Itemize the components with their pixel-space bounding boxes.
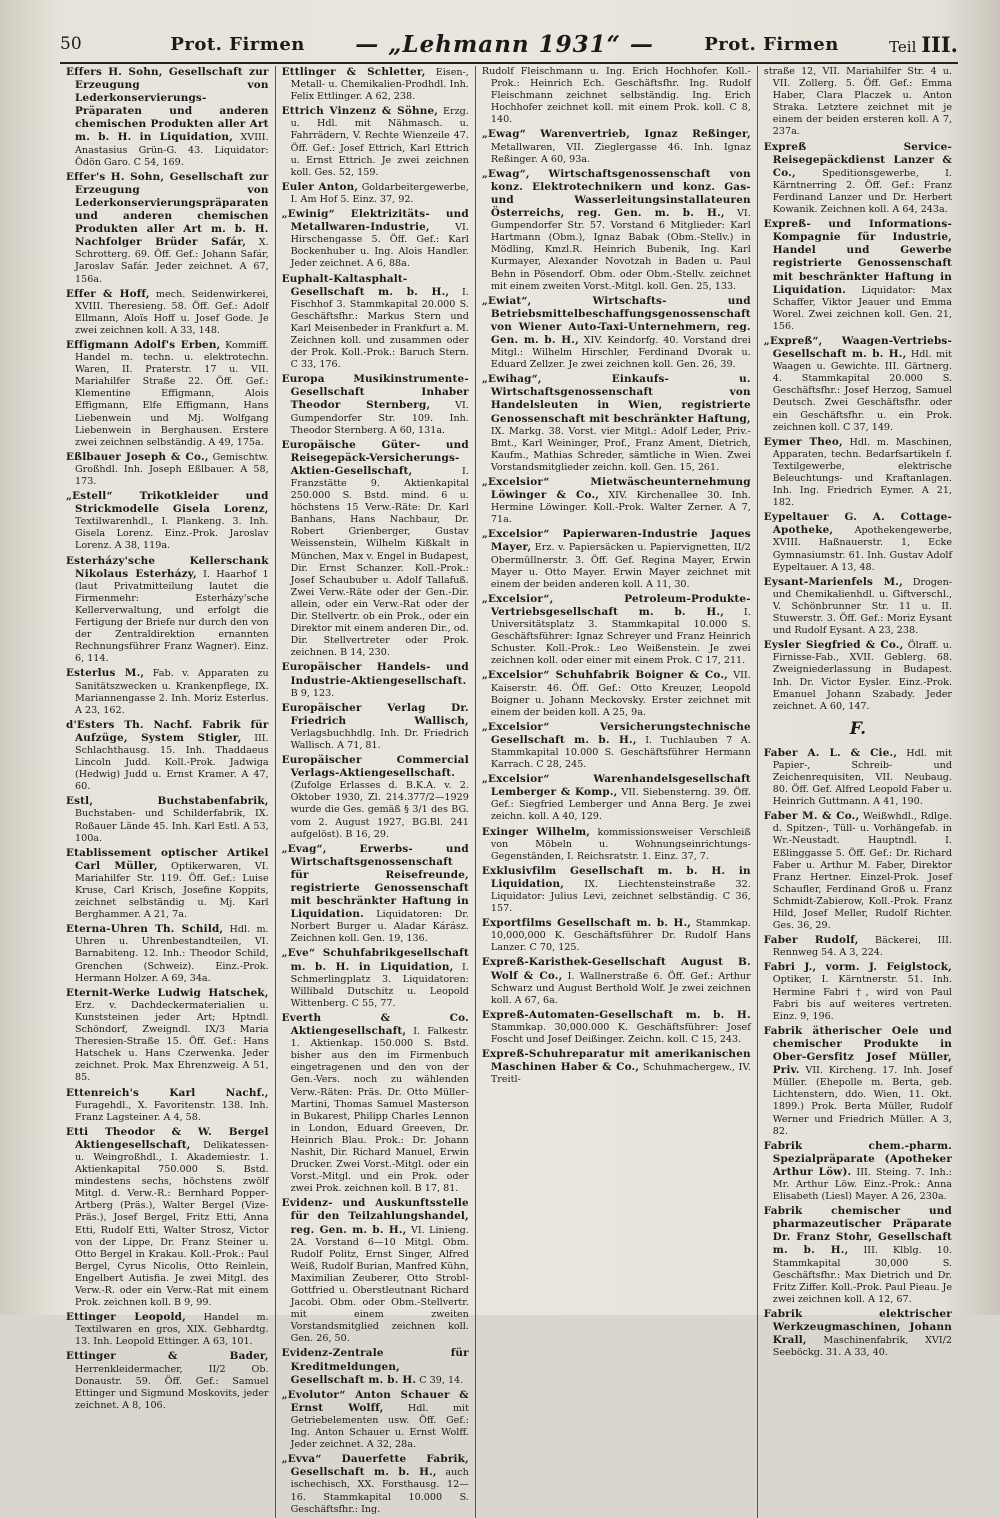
firm-name: Faber Rudolf, bbox=[763, 934, 859, 947]
firm-details: Liquidator: Max Schaffer, Viktor Jeauer und Emma Worel. Zwei zeichnen koll. Gen. 21, 156. bbox=[772, 284, 952, 332]
firm-entry bbox=[764, 335, 952, 434]
firm-entry bbox=[482, 1009, 751, 1046]
firm-name: „Eve“ Schuhfabrikgesellschaft m. b. H. in Liquidation, bbox=[281, 947, 469, 973]
firm-details: Fab. v. Apparaten zu Sanitätszwecken u. Krankenpflege, IX. Mariannengasse 2. Inh. Moriz Esterlus. A 23, 162. bbox=[75, 668, 269, 716]
firm-entry bbox=[482, 128, 751, 165]
firm-details: IX. Markg. 38. Vorst. vier Mitgl.: Adolf Leder, Priv.-Bmt., Karl Weininger, Prof., Franz Ament, Dietrich, Kaufm., Mathias Schreder, sämtliche in Wien. Zwei Vorstandsmitglieder zeichn. koll. Gen. 15, 261. bbox=[490, 425, 751, 473]
firm-entry bbox=[282, 208, 469, 270]
firm-details: Erz. v. Papiersäcken u. Papiervignetten, II/2 Obermüllnerstr. 3. Öff. Gef. Regina Mayer, Erwin Mayer u. Otto Mayer. Erwin Mayer zeichnet mit einem der beiden anderen koll. A 11, 30. bbox=[490, 542, 751, 590]
firm-entry bbox=[764, 934, 952, 959]
firm-details: Hdl. mit Getriebelementen usw. Öff. Gef.: Ing. Anton Schauer u. Ernst Wolff. Jeder zeichnet. A 32, 28a. bbox=[290, 1402, 469, 1451]
header-part bbox=[889, 32, 958, 57]
firm-entry bbox=[764, 961, 952, 1022]
firm-name: „Expreß“, Waagen-Vertriebs-Gesellschaft m. b. H., bbox=[763, 334, 952, 361]
firm-name: „Excelsior“ Warenhandelsgesellschaft Lemberger & Komp., bbox=[481, 773, 751, 799]
columns bbox=[60, 66, 958, 1515]
header-title: — „Lehmann 1931“ — bbox=[355, 30, 654, 58]
firm-name: Estl, Buchstabenfabrik, bbox=[66, 795, 269, 808]
firm-name: Exportfilms Gesellschaft m. b. H., bbox=[481, 917, 692, 930]
firm-details: VII. Siebensterng. 39. Öff. Gef.: Siegfried Lemberger und Anna Berg. Je zwei zeichn. koll. A 40, 129. bbox=[490, 787, 751, 823]
firm-details: Apothekengewerbe, XVIII. Haßnauerstr. 1, Ecke Gymnasiumstr. 61. Inh. Gustav Adolf Eypeltauer. A 13, 48. bbox=[772, 525, 952, 573]
column-3 bbox=[476, 66, 758, 1518]
firm-entry bbox=[66, 667, 269, 716]
firm-details: straße 12, VII. Mariahilfer Str. 4 u. VII. Zollerg. 5. Öff. Gef.: Emma Haber, Clara Placzek u. Anton Straka. Letztere zeichnet mit je einem der beiden ersteren koll. A 7, 237a. bbox=[763, 66, 952, 138]
firm-entry bbox=[482, 917, 751, 954]
firm-entry bbox=[66, 288, 269, 337]
firm-details: Textilwarenhdl., I. Plankeng. 3. Inh. Gisela Lorenz. Einz.-Prok. Jaroslav Lorenz. A 38, 119a. bbox=[75, 516, 269, 552]
firm-details: Optikerwaren, VI. Mariahilfer Str. 119. Öff. Gef.: Luise Kruse, Carl Krisch, Josefine Koppits, zeichnet selbständig u. Mj. Karl Berghammer. A 21, 7a. bbox=[75, 860, 269, 921]
firm-entry bbox=[764, 576, 952, 637]
firm-name: Ettenreich's Karl Nachf., bbox=[66, 1086, 269, 1099]
firm-details: Drogen- und Chemikalienhdl. u. Giftverschl., V. Schönbrunner Str. 11 u. II. Stuwerstr. 3. Öff. Gef.: Moriz Eysant und Rudolf Eysant. A 23, 238. bbox=[772, 576, 952, 637]
firm-name: „Evva“ Dauerfette Fabrik, Gesellschaft m. b. H., bbox=[281, 1453, 469, 1479]
firm-name: Evidenz- und Auskunftsstelle für den Teilzahlungshandel, reg. Gen. m. b. H., bbox=[281, 1197, 469, 1236]
firm-entry bbox=[482, 865, 751, 915]
firm-entry bbox=[764, 218, 952, 333]
firm-name: Expreß- und Informations-Kompagnie für Industrie, Handel und Gewerbe registrierte Genossenschaft mit beschränkter Haftung in Liquidation. bbox=[763, 218, 952, 296]
column-1 bbox=[60, 66, 276, 1518]
header-rule bbox=[60, 62, 958, 64]
firm-name: Ettlinger & Schletter, bbox=[281, 66, 426, 78]
firm-details: Weißwhdl., Rdlge. d. Spitzen-, Tüll- u. Vorhängefab. in Wr.-Neustadt. Hauptndl. I. Eßlinggasse 5. Öff. Gef.: Dr. Richard Faber u. Arthur M. Faber, Direktor Franz Hertner. Einzel-Prok. Josef Schaufler, Ferdinand Groß u. Franz Schmidt-Zabierow, Koll.-Prok. Franz Hild, Josef Meller, Rudolf Richter. Ges. 36, 29. bbox=[772, 811, 952, 932]
column-4 bbox=[758, 66, 958, 1518]
firm-details: Stammkap. 30,000.000 K. Geschäftsführer: Josef Foscht und Josef Deißinger. Zeichn. koll. C 15, 243. bbox=[490, 1021, 751, 1046]
page-header bbox=[60, 26, 958, 62]
firm-details: Herrenkleidermacher, II/2 Ob. Donaustr. 59. Öff. Gef.: Samuel Ettinger und Sigmund Moskovits, jeder zeichnet. A 8, 106. bbox=[75, 1363, 269, 1411]
firm-details: I. Falkestr. 1. Aktienkap. 150.000 S. Bstd. bisher aus den im Firmenbuch eingetragenen und den von der Gen.-Vers. noch zu wählenden Verw.-Räten: Präs. Dr. Otto Müller-Martini, Thomas Samuel Masterson in Bukarest, Philipp Charles Lennon in London, Eduard Greeven, Dr. Heinrich Blau. Prok.: Dr. Johann Nashit, Dir. Richard Manuel, Erwin Drucker. Zwei Vorst.-Mitgl. oder ein Vorst.-Mitgl. und ein Prok. oder zwei Prok. zeichnen koll. B 17, 81. bbox=[290, 1026, 469, 1195]
firm-entry bbox=[282, 105, 469, 179]
firm-details: III. Klblg. 10. Stammkapital 30,000 S. Geschäftsfhr.: Max Dietrich und Dr. Fritz Ziffer. Koll.-Prok. Paul Pieau. Je zwei zeichnen koll. A 12, 67. bbox=[772, 1245, 952, 1305]
firm-details: Hdl. mit Waagen u. Gewichte. III. Gärtnerg. 4. Stammkapital 20.000 S. Geschäftsfhr.: Josef Herzog, Samuel Deutsch. Zwei Geschäftsfhr. oder ein Geschäftsfhr. u. ein Prok. zeichnen koll. C 37, 149. bbox=[772, 349, 952, 433]
firm-details: Hdl. m. Maschinen, Apparaten, techn. Bedarfsartikeln f. Textilgewerbe, elektrische Beleuchtungs- und Kraftanlagen. Inh. Ing. Friedrich Eymer. A 21, 182. bbox=[772, 436, 952, 509]
firm-name: „Excelsior“ Papierwaren-Industrie Jaques Mayer, bbox=[481, 528, 751, 554]
firm-entry bbox=[282, 947, 469, 1009]
firm-details: XIV. Keindorfg. 40. Vorstand drei Mitgl.: Wilhelm Hirschler, Ferdinand Dvorak u. Eduard Zellzer. Je zwei zeichnen koll. Gen. 26, 39. bbox=[490, 334, 751, 371]
firm-entry bbox=[482, 826, 751, 863]
firm-name: d'Esters Th. Nachf. Fabrik für Aufzüge, System Stigler, bbox=[66, 718, 269, 744]
firm-entry bbox=[482, 295, 751, 372]
firm-details: kommissionsweiser Verschleiß von Möbeln u. Wohnungseinrichtungs-Gegenständen, I. Reichsratstr. 1. Einz. 37, 7. bbox=[490, 826, 751, 862]
firm-name: „Excelsior“ Mietwäscheunternehmung Löwinger & Co., bbox=[481, 476, 751, 502]
firm-details: Eisen-, Metall- u. Chemikalien-Prodhdl. Inh. Felix Ettlinger. A 62, 238. bbox=[290, 67, 469, 103]
firm-details: Delikatessen- u. Weingroßhdl., I. Akademiestr. 1. Aktienkapital 750.000 S. Bstd. mindestens sechs, höchstens zwölf Mitgl. d. Verw.-R.: Bernhard Popper-Artberg (Präs.), Walter Bergel (Vize-Präs.), Josef Bergel, Fritz Etti, Anna Etti, Rudolf Etti, Walter Strosz, Victor von der Lippe, Dr. Franz Steiner u. Otto Bergel in Krakau. Koll.-Prok.: Paul Bergel, Cyrus Nicolis, Otto Reinlein, Engelbert Autisfia. Je zwei Mitgl. des Verw.-R. oder ein Verw.-Rat mit einem Prok. zeichnen koll. B 9, 99. bbox=[75, 1139, 269, 1309]
firm-entry bbox=[764, 1025, 952, 1138]
firm-details: VI. Linieng. 2A. Vorstand 6—10 Mitgl. Obm. Rudolf Politz, Ernst Singer, Alfred Weiß, Rudolf Burian, Manfred Kühn, Maximilian Zeuberer, Otto Strobl-Gottfried u. Oberstleutnant Richard Jacobi. Obm. oder Obm.-Stellvertr. mit einem zweiten Vorstandsmitglied zeichnen koll. Gen. 26, 50. bbox=[290, 1224, 469, 1345]
firm-details: Kommiff. Handel m. techn. u. elektrotechn. Waren, II. Praterstr. 17 u. VII. Mariahilfer Straße 22. Öff. Gef.: Klementine Effigmann, Alois Effigmann, Elfe Effigmann, Hans Liebenwein und Mj. Wolfgang Liebenwein in Berghausen. Erstere zwei zeichnen selbständig. A 49, 175a. bbox=[75, 339, 269, 448]
firm-details: Ölraff. u. Firnisse-Fab., XVII. Geblerg. 68. Zweigniederlassung in Budapest. Inh. Dr. Victor Eysler. Einz.-Prok. Emanuel Johann Szabady. Jeder zeichnet. A 60, 147. bbox=[772, 640, 952, 712]
firm-name: Esterházy'sche Kellerschank Nikolaus Esterházy, bbox=[66, 554, 269, 580]
firm-entry bbox=[282, 1453, 469, 1515]
firm-name: Ettinger & Bader, bbox=[66, 1350, 269, 1363]
firm-entry bbox=[66, 339, 269, 449]
page-number: 50 bbox=[60, 34, 82, 54]
firm-name: Eysant-Marienfels M., bbox=[763, 575, 903, 588]
firm-entry bbox=[282, 661, 469, 699]
firm-details: VI. Hirschengasse 5. Öff. Gef.: Karl Bockenhuber u. Ing. Alois Handler. Jeder zeichnet. A 6, 88a. bbox=[290, 222, 469, 270]
firm-entry bbox=[66, 555, 269, 666]
firm-details: Stammkap. 10,000,000 K. Geschäftsführer Dr. Rudolf Hans Lanzer. C 70, 125. bbox=[490, 918, 751, 954]
firm-name: Europäischer Verlag Dr. Friedrich Wallisch, bbox=[281, 701, 469, 727]
firm-name: Fabrik elektrischer Werkzeugmaschinen, Johann Krall, bbox=[763, 1307, 952, 1347]
firm-details: Handel m. Textilwaren en gros, XIX. Gebhardtg. 13. Inh. Leopold Ettinger. A 63, 101. bbox=[75, 1312, 269, 1348]
firm-entry bbox=[282, 181, 469, 206]
firm-entry bbox=[764, 511, 952, 573]
firm-name: Expreß-Karisthek-Gesellschaft August B. Wolf & Co., bbox=[481, 956, 751, 982]
firm-details: I. Wallnerstraße 6. Öff. Gef.: Arthur Schwarz und August Berthold Wolf. Je zwei zeichnen koll. A 67, 6a. bbox=[490, 970, 751, 1006]
firm-entry bbox=[482, 593, 751, 668]
firm-entry bbox=[282, 843, 469, 946]
firm-entry bbox=[282, 439, 469, 660]
firm-details: Hdl. m. Uhren u. Uhrenbestandteilen, VI. Barnabiteng. 12. Inh.: Theodor Schild, Grenchen (Schweiz). Einz.-Prok. Hermann Holzer. A 69, 34a. bbox=[75, 924, 269, 984]
firm-entry bbox=[482, 956, 751, 1006]
firm-entry bbox=[282, 1012, 469, 1195]
header-section-right: Prot. Firmen bbox=[704, 33, 839, 55]
firm-name: Ettinger Leopold, bbox=[66, 1311, 186, 1324]
firm-entry bbox=[66, 66, 269, 169]
firm-name: „Evag“, Erwerbs- und Wirtschaftsgenossenschaft für Reisefreunde, registrierte Genossenschaft mit beschränkter Haftung in Liquidation. bbox=[281, 842, 469, 921]
firm-details: I. Haarhof 1 (laut Privatmitteilung lautet die Firmenmehr: Esterházy'sche Kellerverwaltung, und erfolgt die Fertigung der Briefe nur durch den von der Zentraldirektion ernannten Rechnungsführer Franz Wagner). Einz. 6, 114. bbox=[75, 568, 269, 665]
firm-name: Europäischer Handels- und Industrie-Aktiengesellschaft. bbox=[281, 661, 469, 687]
firm-details: I. Franzstätte 9. Aktienkapital 250.000 S. Bstd. mind. 6 u. höchstens 15 Verw.-Räte: Dr. Karl Banhans, Hans Nachbaur, Dr. Robert Grienberger, Gustav Weissenstein, Wilhelm Kißkalt in München, Max v. Engel in Budapest, Dir. Ernst Schanzer. Koll.-Prok.: Josef Schaububer u. Adolf Tallafuß. Zwei Verw.-Räte oder der Gen.-Dir. allein, oder ein Verw.-Rat oder der Dir. Stellvertr. ob ein Prok., oder ein Direktor mit einem anderen Dir., od. Dir. Stellvertreter oder Prok. zeichnen. B 14, 230. bbox=[290, 465, 469, 659]
firm-name: Fabrik ätherischer Oele und chemischer Produkte in Ober-Gersfitz Josef Müller, Priv. bbox=[763, 1024, 952, 1077]
firm-details: I. Tuchlauben 7 A. Stammkapital 10.000 S. Geschäftsführer Hermann Karrach. C 28, 245. bbox=[490, 734, 751, 771]
firm-entry bbox=[66, 490, 269, 552]
firm-entry bbox=[66, 923, 269, 984]
firm-details: III. Steing. 7. Inh.: Mr. Arthur Löw. Einz.-Prok.: Anna Elisabeth (Liesl) Mayer. A 26, 230a. bbox=[772, 1166, 952, 1203]
firm-details: Metallwaren, VII. Zieglergasse 46. Inh. Ignaz Reßinger. A 60, 93a. bbox=[490, 141, 751, 165]
firm-entry bbox=[66, 171, 269, 286]
firm-name: Expreß-Schuhreparatur mit amerikanischen Maschinen Haber & Co., bbox=[481, 1048, 751, 1074]
firm-entry bbox=[282, 754, 469, 841]
firm-details: Hdl. mit Papier-, Schreib- und Zeichenrequisiten, VII. Neubaug. 80. Öff. Gef. Alfred Leopold Faber u. Heinrich Guttmann. A 41, 190. bbox=[772, 747, 952, 808]
firm-name: Fabrik chem.-pharm. Spezialpräparate (Apotheker Arthur Löw). bbox=[763, 1139, 952, 1178]
firm-entry bbox=[282, 702, 469, 752]
firm-details: VI. Gumpendorfer Str. 57. Vorstand 6 Mitglieder: Karl Hartmann (Obm.), Ignaz Babak (Obm.-Stellv.) in Mödling, Kmzl.R. Heinrich Bubenik, Ing. Karl Kurmayer, Alexander Novotzah in Baden u. Paul Behn in Pösendorf. Obm. oder Obm.-Stellv. zeichnet mit einem zweiten Vorst.-Mitgl. koll. Gen. 25, 133. bbox=[490, 208, 751, 292]
firm-entry bbox=[764, 66, 952, 139]
firm-details: Goldarbeitergewerbe, I. Am Hof 5. Einz. 37, 92. bbox=[290, 181, 469, 205]
firm-name: Eternit-Werke Ludwig Hatschek, bbox=[66, 986, 269, 999]
firm-name: „Ewinig“ Elektrizitäts- und Metallwaren-Industrie, bbox=[281, 208, 469, 234]
firm-details: Schuhmachergew., IV. Treitl- bbox=[490, 1062, 751, 1086]
section-letter: F. bbox=[849, 718, 867, 739]
firm-name: Expreß-Automaten-Gesellschaft m. b. H. bbox=[481, 1008, 751, 1021]
firm-name: Expreß Service-Reisegepäckdienst Lanzer & Co., bbox=[763, 140, 952, 179]
firm-name: Effigmann Adolf's Erben, bbox=[66, 338, 221, 351]
firm-name: Euphalt-Kaltasphalt-Gesellschaft m. b. H., bbox=[281, 272, 450, 298]
firm-entry bbox=[66, 847, 269, 922]
firm-entry bbox=[66, 1311, 269, 1348]
firm-name: „Ewihag“, Einkaufs- u. Wirtschaftsgenossenschaft von Handelsleuten in Wien, registrierte Genossenschaft mit beschränkter Haftung, bbox=[481, 373, 751, 425]
firm-name: Faber A. L. & Cie., bbox=[763, 746, 898, 759]
firm-details: Maschinenfabrik, XVI/2 Seeböckg. 31. A 33, 40. bbox=[772, 1335, 952, 1359]
firm-entry bbox=[482, 773, 751, 823]
firm-entry bbox=[66, 987, 269, 1085]
firm-details: Bäckerei, III. Rennweg 54. A 3, 224. bbox=[772, 935, 952, 959]
firm-name: Eypeltauer G. A. Cottage-Apotheke, bbox=[763, 511, 952, 537]
firm-entry bbox=[282, 1389, 469, 1451]
firm-details: Erz. v. Dachdeckermaterialien u. Kunststeinen jeder Art; Hptndl. Schöndorf, Zweigndl. IX/3 Maria Theresien-Straße 15. Öff. Gef.: Hans Hatschek u. Hans Czerwenka. Jeder zeichnet. Prok. Max Ehrenzweig. A 51, 85. bbox=[75, 999, 269, 1084]
firm-details: (Zufolge Erlasses d. B.K.A. v. 2. Oktober 1930, Zl. 214.377/2—1929 wurde die Ges. gemäß § 3/1 des BG. vom 2. August 1927, BG.Bl. 241 aufgelöst). B 16, 29. bbox=[290, 780, 469, 840]
firm-name: Eßlbauer Joseph & Co., bbox=[66, 450, 209, 463]
firm-entry bbox=[482, 168, 751, 293]
firm-entry bbox=[482, 66, 751, 126]
firm-details: XVIII. Anastasius Grün-G. 43. Liquidator: Ödön Garo. C 54, 169. bbox=[75, 132, 269, 168]
firm-entry bbox=[282, 373, 469, 436]
firm-name: Evidenz-Zentrale für Kreditmeldungen, Gesellschaft m. b. H. bbox=[281, 1347, 469, 1386]
firm-name: Euler Anton, bbox=[281, 180, 359, 193]
firm-name: Ettrich Vinzenz & Söhne, bbox=[281, 105, 439, 118]
firm-entry bbox=[764, 1308, 952, 1359]
firm-entry bbox=[764, 810, 952, 932]
firm-name: Effers H. Sohn, Gesellschaft zur Erzeugung von Lederkonservierungs-Präparaten und anderen chemischen Produkten aller Art m. b. H. in Liquidation, bbox=[66, 66, 269, 144]
firm-name: „Excelsior“ Schuhfabrik Boigner & Co., bbox=[481, 669, 728, 682]
firm-details: IX. Liechtensteinstraße 32. Liquidator: Julius Levi, zeichnet selbständig. C 36, 157. bbox=[490, 878, 751, 915]
firm-name: Esterlus M., bbox=[66, 667, 145, 680]
firm-entry bbox=[282, 273, 469, 372]
firm-entry bbox=[66, 451, 269, 488]
firm-details: Furagehdl., X. Favoritenstr. 138. Inh. Franz Lagsteiner. A 4, 58. bbox=[75, 1099, 269, 1123]
firm-details: Speditionsgewerbe, I. Kärntnerring 2. Öff. Gef.: Franz Ferdinand Lanzer und Dr. Herbert Kowanik. Zeichnen koll. A 64, 243a. bbox=[772, 167, 952, 216]
firm-entry bbox=[764, 1140, 952, 1203]
firm-name: Exinger Wilhelm, bbox=[481, 825, 591, 838]
firm-name: Fabrik chemischer und pharmazeutischer Präparate Dr. Franz Stohr, Gesellschaft m. b. H., bbox=[763, 1205, 952, 1257]
firm-name: Eterna-Uhren Th. Schild, bbox=[66, 923, 224, 936]
firm-entry bbox=[482, 669, 751, 718]
firm-details: B 9, 123. bbox=[290, 687, 335, 699]
firm-details: I. Universitätsplatz 3. Stammkapital 10.000 S. Geschäftsführer: Ignaz Schreyer und Franz Heinrich Schuster. Koll.-Prok.: Leo Weißenstein. Je zwei zeichnen koll. oder einer mit einem Prok. C 17, 211. bbox=[490, 606, 751, 667]
firm-details: I. Schmerlingplatz 3. Liquidatoren: Willibald Dutschitz u. Leopold Wittenberg. C 55, 77. bbox=[290, 961, 469, 1009]
firm-name: Fabri J., vorm. J. Feiglstock, bbox=[763, 961, 952, 974]
firm-details: Buchstaben- und Schilderfabrik, IX. Roßauer Lände 45. Inh. Karl Estl. A 53, 100a. bbox=[75, 808, 269, 844]
firm-entry bbox=[482, 476, 751, 526]
firm-name: „Ewiat“, Wirtschafts- und Betriebsmittelbeschaffungsgenossenschaft von Wiener Auto-Taxi-Unternehmern, reg. Gen. m. b. H., bbox=[481, 294, 751, 346]
firm-entry bbox=[764, 141, 952, 217]
firm-name: Effer & Hoff, bbox=[66, 287, 150, 300]
firm-name: Etti Theodor & W. Bergel Aktiengesellschaft, bbox=[66, 1125, 269, 1151]
firm-entry bbox=[66, 1087, 269, 1124]
firm-details: Gemischtw. Großhdl. Inh. Joseph Eßlbauer. A 58, 173. bbox=[75, 451, 269, 487]
firm-name: Eymer Theo, bbox=[763, 435, 843, 448]
firm-entry bbox=[764, 639, 952, 713]
firm-name: Europäische Güter- und Reisegepäck-Versicherungs-Aktien-Gesellschaft, bbox=[281, 438, 469, 477]
firm-entry bbox=[66, 719, 269, 794]
firm-details: XIV. Kirchenallee 30. Inh. Hermine Löwinger. Koll.-Prok. Walter Zerner. A 7, 71a. bbox=[490, 490, 751, 526]
header-part-number: III. bbox=[921, 31, 958, 57]
firm-details: Erzg. u. Hdl. mit Nähmasch. u. Fahrrädern, V. Rechte Wienzeile 47. Öff. Gef.: Josef Ettrich, Karl Ettrich u. Ernst Ettrich. Je zwei zeichnen koll. Ges. 52, 159. bbox=[290, 106, 469, 178]
firm-details: III. Schlachthausg. 15. Inh. Thaddaeus Lincoln Judd. Koll.-Prok. Jadwiga (Hedwig) Judd u. Ernst Kramer. A 47, 60. bbox=[75, 732, 269, 793]
firm-entry bbox=[66, 795, 269, 844]
firm-entry bbox=[764, 747, 952, 808]
firm-entry bbox=[482, 528, 751, 590]
firm-name: „Evolutor“ Anton Schauer & Ernst Wolff, bbox=[281, 1388, 469, 1414]
firm-details: Rudolf Fleischmann u. Ing. Erich Hochhofer. Koll.-Prok.: Heinrich Ech. Geschäftsfhr. Ing. Rudolf Fleischmann zeichnet selbständig. Ing. Erich Hochhofer zeichnet koll. mit einem Prok. koll. C 8, 140. bbox=[481, 66, 751, 126]
firm-entry bbox=[764, 436, 952, 510]
firm-entry bbox=[482, 721, 751, 771]
firm-details: I. Fischhof 3. Stammkapital 20.000 S. Geschäftsfhr.: Markus Stern und Karl Meisenbeder in Frankfurt a. M. Zeichnen koll. und zusammen oder der Prok. Koll.-Prok.: Baruch Stern. C 33, 176. bbox=[290, 286, 469, 371]
column-2 bbox=[276, 66, 476, 1518]
firm-name: Effer's H. Sohn, Gesellschaft zur Erzeugung von Lederkonservierungspräparaten und anderen chemischen Produkten aller Art m. b. H. Nachfolger Brüder Safár, bbox=[66, 170, 269, 249]
firm-name: Eysler Siegfried & Co., bbox=[763, 639, 904, 652]
firm-name: „Estell“ Trikotkleider und Strickmodelle Gisela Lorenz, bbox=[66, 490, 269, 516]
firm-details: mech. Seidenwirkerei, XVIII. Theresieng. 58. Öff. Gef.: Adolf Ellmann, Aloïs Hoff u. Josef Gode. Je zwei zeichnen koll. A 33, 148. bbox=[75, 288, 269, 336]
firm-name: Europäischer Commercial Verlags-Aktiengesellschaft. bbox=[281, 754, 469, 780]
firm-name: Etablissement optischer Artikel Carl Müller, bbox=[66, 846, 269, 872]
firm-details: C 39, 14. bbox=[419, 1374, 464, 1386]
firm-name: „Excelsior“, Petroleum-Produkte-Vertriebsgesellschaft m. b. H., bbox=[481, 592, 751, 618]
firm-entry bbox=[482, 373, 751, 474]
firm-name: Europa Musikinstrumente-Gesellschaft Inhaber Theodor Sternberg, bbox=[281, 373, 469, 412]
firm-entry bbox=[66, 1350, 269, 1411]
firm-name: „Excelsior“ Versicherungstechnische Gesellschaft m. b. H., bbox=[481, 720, 751, 746]
header-section-left: Prot. Firmen bbox=[170, 33, 305, 55]
firm-name: „Ewag“ Warenvertrieb, Ignaz Reßinger, bbox=[481, 128, 751, 141]
firm-details: X. Schrotterg. 69. Öff. Gef.: Johann Safár, Jaroslav Safár. Jeder zeichnet. A 67, 156a. bbox=[75, 237, 269, 285]
header-part-prefix: Teil bbox=[889, 37, 917, 56]
firm-entry bbox=[482, 1048, 751, 1086]
firm-details: Verlagsbuchhdlg. Inh. Dr. Friedrich Wallisch. A 71, 81. bbox=[290, 727, 469, 751]
firm-details: VII. Kircheng. 17. Inh. Josef Müller. (Ehepolle m. Berta, geb. Lichtenstern, ddo. Wien, 11. Okt. 1899.) Prok. Berta Müller, Rudolf Werner und Friedrich Müller. A 3, 82. bbox=[772, 1065, 952, 1137]
firm-entry bbox=[282, 1197, 469, 1345]
firm-name: Faber M. & Co., bbox=[763, 810, 860, 823]
firm-details: Optiker, I. Kärntnerstr. 51. Inh. Hermine Fabri †, wird von Paul Fabri bis auf weiteres vertreten. Einz. 9, 196. bbox=[772, 974, 952, 1022]
firm-entry bbox=[282, 66, 469, 103]
firm-details: auch ischechisch, XX. Forsthausg. 12—16. Stammkapital 10.000 S. Geschäftsfhr.: Ing. bbox=[290, 1467, 469, 1515]
firm-name: Exklusivfilm Gesellschaft m. b. H. in Liquidation, bbox=[481, 864, 751, 890]
firm-entry bbox=[764, 1205, 952, 1306]
firm-details: VI. Gumpendorfer Str. 109. Inh. Theodor Sternberg. A 60, 131a. bbox=[290, 400, 469, 436]
firm-name: „Ewag“, Wirtschaftsgenossenschaft von konz. Elektrotechnikern und konz. Gas- und Wasserleitungsinstallateuren Österreichs, reg. Gen. m. b. H., bbox=[481, 167, 751, 220]
firm-details: VII. Kaiserstr. 46. Öff. Gef.: Otto Kreuzer, Leopold Boigner u. Johann Meckovsky. Erster zeichnet mit einem der beiden koll. A 25, 9a. bbox=[490, 670, 751, 718]
firm-details: Liquidatoren: Dr. Norbert Burger u. Aladar Kárász. Zeichnen koll. Gen. 19, 136. bbox=[290, 909, 469, 945]
firm-name: Everth & Co. Aktiengesellschaft, bbox=[281, 1011, 469, 1038]
firm-entry bbox=[66, 1126, 269, 1309]
firm-entry bbox=[282, 1347, 469, 1386]
